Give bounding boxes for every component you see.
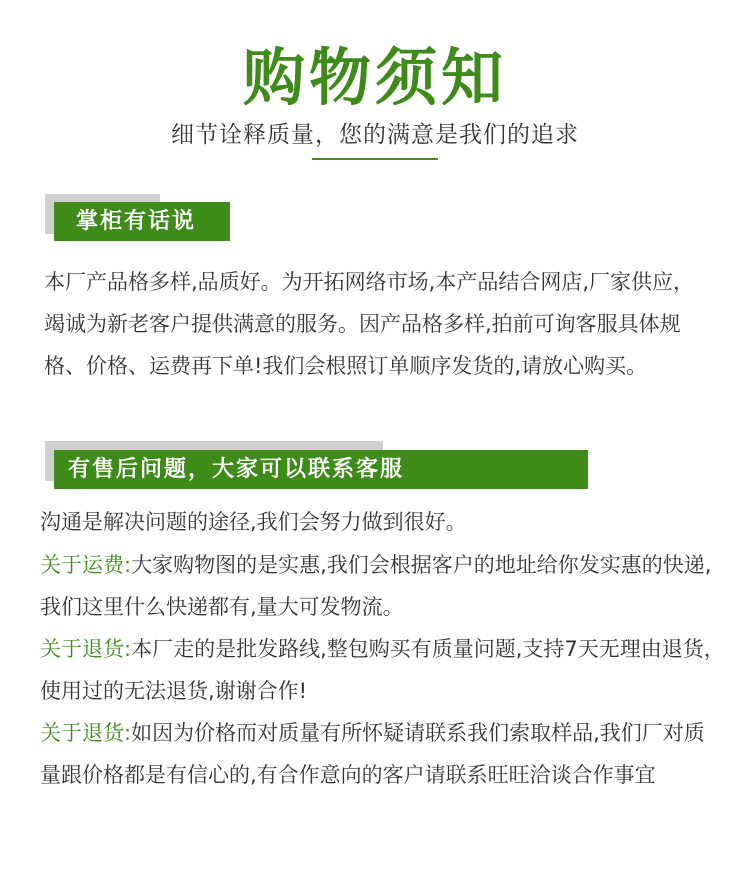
subtitle-underline bbox=[312, 158, 438, 160]
page-subtitle: 细节诠释质量，您的满意是我们的追求 bbox=[171, 122, 579, 148]
sample-text: 如因为价格而对质量有所怀疑请联系我们索取样品,我们厂对质量跟价格都是有信心的,有合作意向的客户请联系旺旺洽谈合作事宜 bbox=[40, 721, 705, 787]
sample-info bbox=[40, 712, 725, 796]
shipping-text: 大家购物图的是实惠,我们会根据客户的地址给你发实惠的快递,我们这里什么快递都有,量大可发物流。 bbox=[40, 553, 712, 619]
section1-paragraph: 本厂产品格多样,品质好。为开拓网络市场,本产品结合网店,厂家供应，竭诚为新老客户提供满意的服务。因产品格多样,拍前可询客服具体规格、价格、运费再下单!我们会根照订单顺序发货的,请放心购买。 bbox=[44, 270, 695, 378]
sample-label: 关于退货: bbox=[40, 721, 132, 745]
section1-heading: 掌柜有话说 bbox=[54, 202, 230, 241]
section2-heading: 有售后问题，大家可以联系客服 bbox=[54, 450, 588, 489]
return-info bbox=[40, 628, 725, 712]
section2-intro: 沟通是解决问题的途径,我们会努力做到很好。 bbox=[40, 510, 467, 534]
shipping-info bbox=[40, 544, 725, 628]
page-title: 购物须知 bbox=[242, 41, 507, 114]
return-text: 本厂走的是批发路线,整包购买有质量问题,支持7天无理由退货，使用过的无法退货,谢谢合作! bbox=[40, 637, 725, 703]
shipping-label: 关于运费: bbox=[40, 553, 132, 577]
return-label: 关于退货: bbox=[40, 637, 132, 661]
